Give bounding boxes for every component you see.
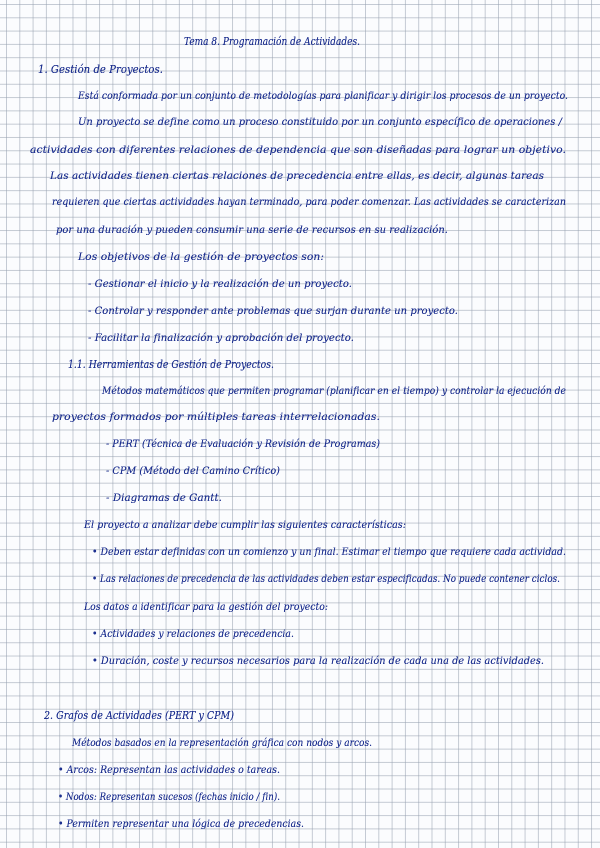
section-2-item: • Nodos: Representan sucesos (fechas inicio / fin). [58, 791, 280, 803]
objective-item: - Controlar y responder ante problemas que surjan durante un proyecto. [88, 305, 458, 317]
characteristic-item: • Las relaciones de precedencia de las actividades deben estar especificadas. No puede contener ciclos. [92, 573, 560, 585]
methods-line-2: proyectos formados por múltiples tareas interrelacionadas. [52, 411, 380, 423]
section-2-item: • Arcos: Representan las actividades o tareas. [58, 764, 280, 776]
data-item: • Actividades y relaciones de precedencia. [92, 628, 294, 640]
section-1-intro-line-6: por una duración y pueden consumir una serie de recursos en su realización. [56, 224, 448, 236]
objective-item: - Gestionar el inicio y la realización de un proyecto. [88, 278, 352, 290]
objective-item: - Facilitar la finalización y aprobación del proyecto. [88, 332, 354, 344]
section-1-intro-line-1: Está conformada por un conjunto de metodologías para planificar y dirigir los procesos de un proyecto. [78, 90, 568, 102]
methods-line-1: Métodos matemáticos que permiten programar (planificar en el tiempo) y controlar la ejecución de [102, 385, 566, 397]
page-title: Tema 8. Programación de Actividades. [184, 35, 360, 48]
section-1-heading: 1. Gestión de Proyectos. [38, 63, 163, 76]
characteristics-intro: El proyecto a analizar debe cumplir las siguientes características: [84, 519, 406, 531]
section-2-heading: 2. Grafos de Actividades (PERT y CPM) [44, 709, 234, 722]
data-item: • Duración, coste y recursos necesarios para la realización de cada una de las actividades. [92, 655, 544, 667]
section-1-intro-line-3: actividades con diferentes relaciones de dependencia que son diseñadas para lograr un objetivo. [30, 144, 566, 156]
section-1-intro-line-4: Las actividades tienen ciertas relaciones de precedencia entre ellas, es decir, algunas tareas [50, 170, 544, 182]
section-1-intro-line-5: requieren que ciertas actividades hayan terminado, para poder comenzar. Las actividades se caracterizan [52, 196, 566, 208]
tool-item: - PERT (Técnica de Evaluación y Revisión de Programas) [106, 438, 380, 450]
section-2-methods-line: Métodos basados en la representación gráfica con nodos y arcos. [72, 737, 372, 749]
subsection-1-1-heading: 1.1. Herramientas de Gestión de Proyectos. [68, 358, 274, 371]
tool-item: - Diagramas de Gantt. [106, 492, 222, 504]
section-1-intro-line-2: Un proyecto se define como un proceso constituido por un conjunto específico de operaciones / [78, 116, 562, 128]
objectives-intro: Los objetivos de la gestión de proyectos son: [78, 251, 324, 263]
characteristic-item: • Deben estar definidas con un comienzo y un final. Estimar el tiempo que requiere cada actividad. [92, 546, 566, 558]
data-intro: Los datos a identificar para la gestión del proyecto: [84, 601, 328, 613]
section-2-item: • Permiten representar una lógica de precedencias. [58, 818, 304, 830]
tool-item: - CPM (Método del Camino Crítico) [106, 465, 280, 477]
